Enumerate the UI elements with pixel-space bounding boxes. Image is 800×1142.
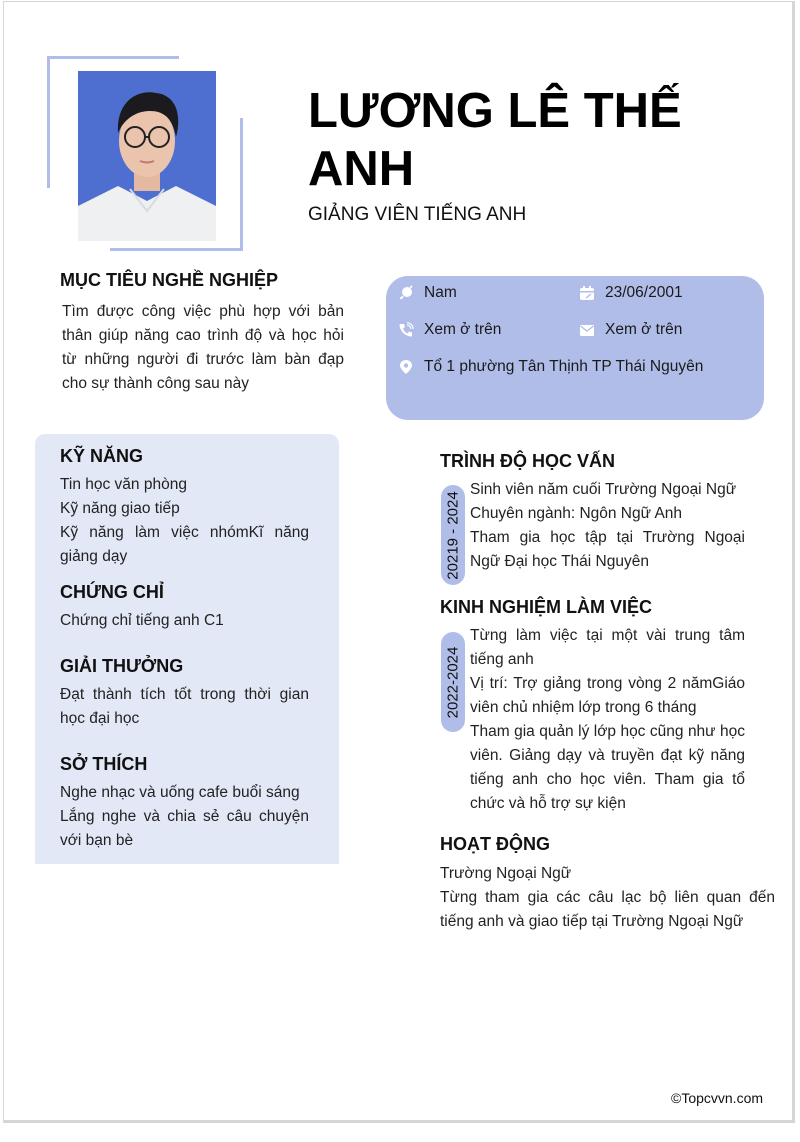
- hobbies-list: [60, 781, 309, 853]
- certificates-heading: CHỨNG CHỈ: [60, 582, 164, 602]
- skill-item: Kỹ năng làm việc nhómKĩ năng giảng dạy: [60, 524, 309, 565]
- experience-line: Vị trí: Trợ giảng trong vòng 2 nămGiáo viên chủ nhiệm lớp trong 6 tháng: [470, 675, 745, 716]
- education-heading: TRÌNH ĐỘ HỌC VẤN: [440, 451, 615, 471]
- activities-heading: HOẠT ĐỘNG: [440, 834, 550, 854]
- location-icon: [398, 359, 414, 375]
- contact-phone: [398, 321, 501, 339]
- gender-value: Nam: [424, 284, 457, 301]
- experience-heading: KINH NGHIỆM LÀM VIỆC: [440, 597, 653, 617]
- gender-icon: [398, 285, 414, 301]
- certificates-list: [60, 609, 309, 633]
- job-title: GIẢNG VIÊN TIẾNG ANH: [308, 204, 527, 225]
- contact-email: [579, 321, 682, 339]
- hobby-item: Lắng nghe và chia sẻ câu chuyện với bạn bè: [60, 808, 309, 849]
- objective-heading: MỤC TIÊU NGHỀ NGHIỆP: [60, 270, 279, 290]
- phone-icon: [398, 322, 414, 338]
- awards-list: [60, 683, 309, 731]
- skill-item: Kỹ năng giao tiếp: [60, 500, 180, 517]
- contact-info-box: [386, 276, 764, 420]
- education-line: Tham gia học tập tại Trường Ngoại Ngữ Đại học Thái Nguyên: [470, 529, 745, 570]
- activities-details: [440, 862, 775, 934]
- award-item: Đạt thành tích tốt trong thời gian học đại học: [60, 686, 309, 727]
- education-line: Sinh viên năm cuối Trường Ngoại Ngữ: [470, 481, 737, 498]
- contact-birthday: [579, 284, 683, 302]
- address-value: Tổ 1 phường Tân Thịnh TP Thái Nguyên: [424, 358, 704, 375]
- calendar-icon: [579, 285, 595, 301]
- email-value: Xem ở trên: [605, 321, 683, 338]
- objective-text: Tìm được công việc phù hợp với bản thân giúp năng cao trình độ và học hỏi từ những người đi trước làm bàn đạp cho sự thành công sau này: [62, 303, 344, 392]
- email-icon: [579, 322, 595, 338]
- skill-item: Tin học văn phòng: [60, 476, 187, 493]
- education-period-badge: [441, 485, 465, 585]
- education-line: Chuyên ngành: Ngôn Ngữ Anh: [470, 505, 683, 522]
- person-portrait-icon: [78, 71, 216, 241]
- profile-photo: [78, 71, 216, 241]
- contact-address: [398, 358, 703, 376]
- hobby-item: Nghe nhạc và uống cafe buổi sáng: [60, 784, 300, 801]
- experience-line: Từng làm việc tại một vài trung tâm tiếng anh: [470, 627, 745, 668]
- education-period: 20219 - 2024: [444, 490, 462, 580]
- activity-line: Trường Ngoại Ngữ: [440, 865, 572, 882]
- skills-heading: KỸ NĂNG: [60, 446, 144, 466]
- candidate-name: LƯƠNG LÊ THẾ ANH: [308, 84, 682, 196]
- activity-line: Từng tham gia các câu lạc bộ liên quan đến tiếng anh và giao tiếp tại Trường Ngoại Ngữ: [440, 889, 775, 930]
- awards-heading: GIẢI THƯỞNG: [60, 656, 184, 676]
- certificate-item: Chứng chỉ tiếng anh C1: [60, 612, 224, 629]
- experience-details: [470, 624, 745, 816]
- phone-value: Xem ở trên: [424, 321, 502, 338]
- education-details: [470, 478, 745, 574]
- copyright-footer: ©Topcvvn.com: [671, 1090, 764, 1106]
- experience-period: 2022-2024: [444, 646, 462, 718]
- hobbies-heading: SỞ THÍCH: [60, 754, 148, 774]
- experience-line: Tham gia quản lý lớp học cũng như học viên. Giảng dạy và truyền đạt kỹ năng tiếng anh cho học viên. Tham gia tổ chức và hỗ trợ sự kiện: [470, 723, 745, 812]
- experience-period-badge: [441, 632, 465, 732]
- skills-list: [60, 473, 309, 569]
- contact-gender: [398, 284, 457, 302]
- birthday-value: 23/06/2001: [605, 284, 683, 301]
